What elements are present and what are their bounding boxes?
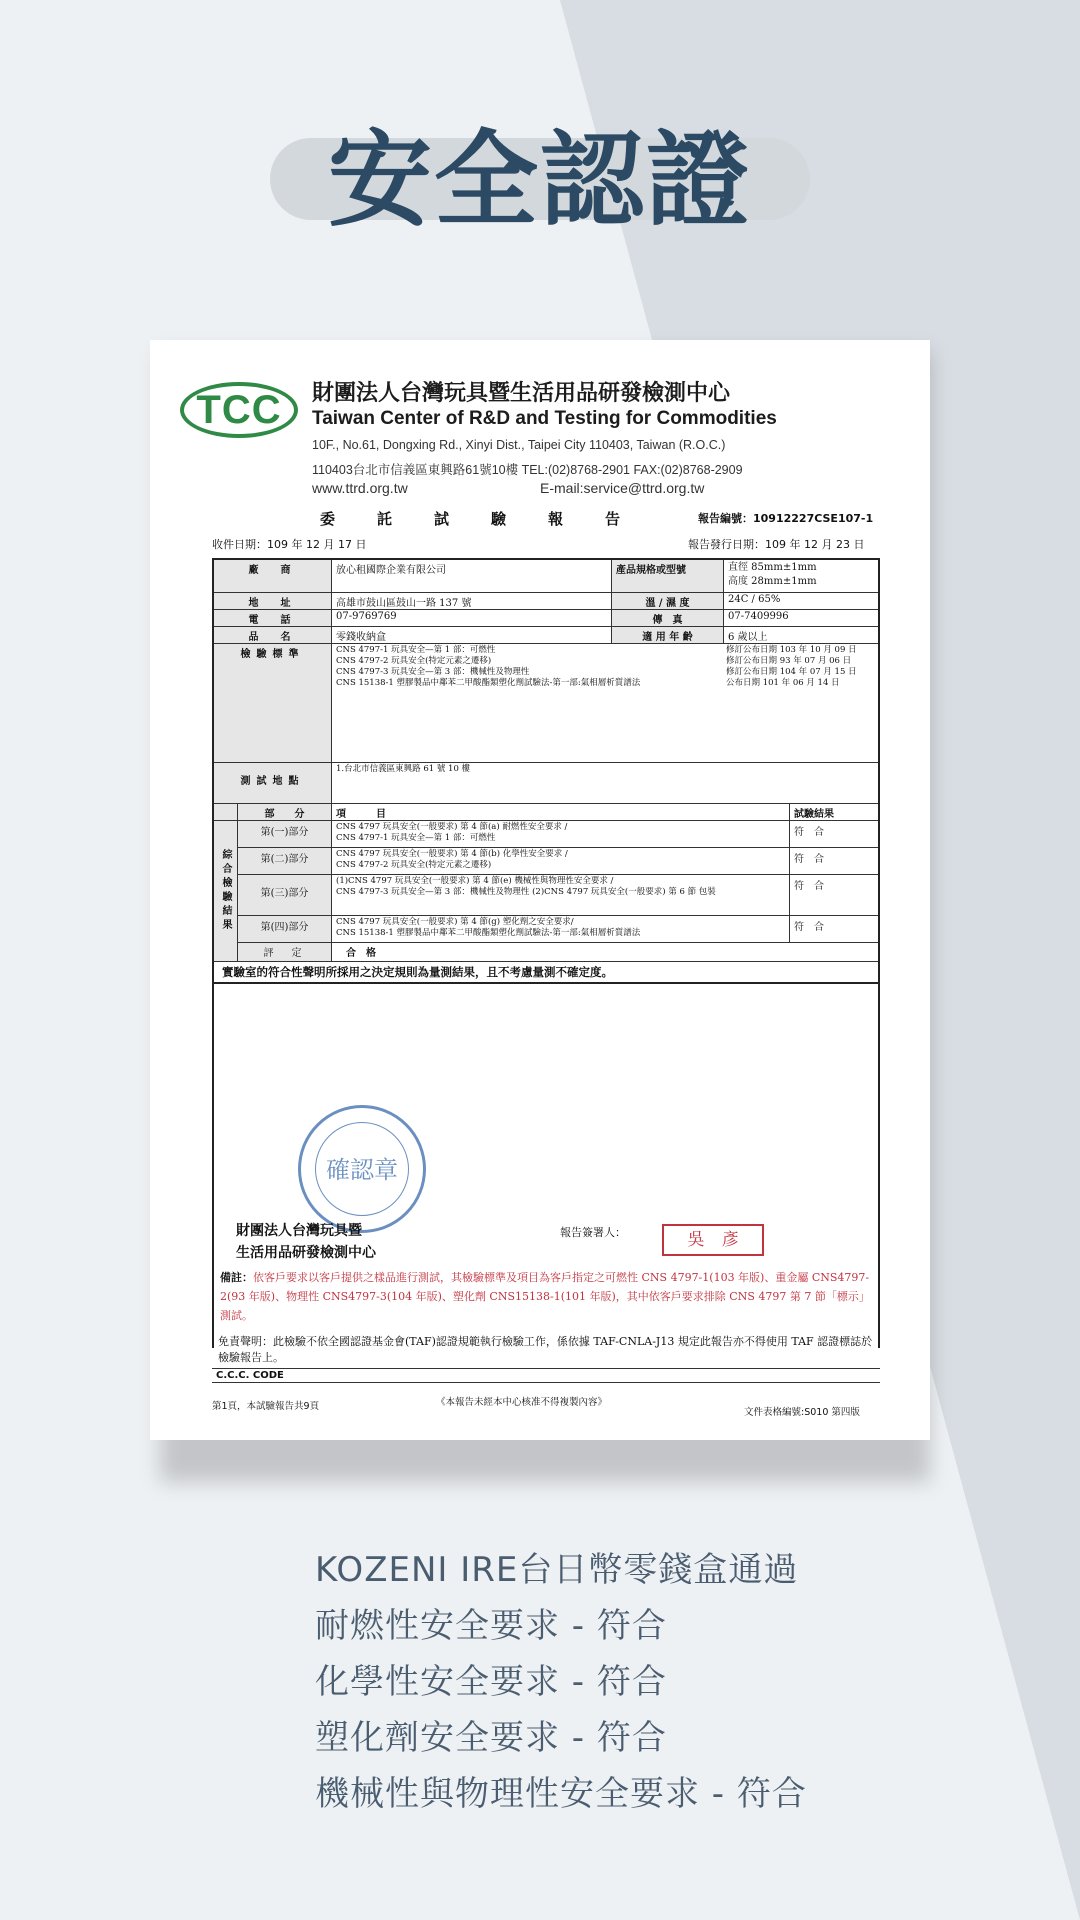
results-side-label: 綜合檢驗結果 bbox=[214, 821, 238, 961]
result-part: 第(四)部分 bbox=[238, 916, 332, 942]
result-line: CNS 15138-1 塑膠製品中鄰苯二甲酸酯類塑化劑試驗法-第一部:氣相層析質譜法 bbox=[336, 928, 641, 938]
fax-value: 07-7409996 bbox=[728, 611, 789, 622]
signing-org-line-2: 生活用品研發檢測中心 bbox=[236, 1245, 376, 1261]
certificate-document bbox=[150, 340, 930, 1440]
caption-line: 化學性安全要求 - 符合 bbox=[315, 1662, 667, 1702]
results-side-cell bbox=[214, 804, 238, 820]
age-label: 適 用 年 齡 bbox=[612, 627, 724, 643]
result-line: (1)CNS 4797 玩具安全(一般要求) 第 4 節(e) 機械性與物理性安全要求 / bbox=[336, 876, 614, 886]
signatory-label: 報告簽署人： bbox=[560, 1226, 626, 1239]
page-info: 第1頁，本試驗報告共9頁 bbox=[212, 1401, 320, 1412]
phone-label: 電 話 bbox=[214, 610, 332, 626]
location-value: 1.台北市信義區東興路 61 號 10 樓 bbox=[336, 764, 471, 774]
spec-value-2: 高度 28mm±1mm bbox=[728, 576, 817, 587]
verdict-label: 評 定 bbox=[238, 943, 332, 961]
report-title: 委託試驗報告 bbox=[320, 510, 663, 528]
standard-date: 修訂公布日期 104 年 07 月 15 日 bbox=[726, 667, 857, 677]
caption-line: 塑化劑安全要求 - 符合 bbox=[315, 1718, 667, 1758]
confirmation-seal bbox=[298, 1105, 426, 1233]
page-title-block bbox=[270, 120, 810, 240]
signing-org bbox=[236, 1220, 376, 1264]
ccc-code: C.C.C. CODE bbox=[212, 1368, 880, 1383]
report-table bbox=[212, 558, 880, 984]
form-number: 文件表格編號:S010 第四版 bbox=[744, 1407, 860, 1418]
standard-text: CNS 4797-2 玩具安全(特定元素之遷移) bbox=[336, 656, 492, 666]
decision-rule: 實驗室的符合性聲明所採用之決定規則為量測結果，且不考慮量測不確定度。 bbox=[222, 965, 613, 979]
address-label: 地 址 bbox=[214, 593, 332, 609]
signing-org-line-1: 財團法人台灣玩具暨 bbox=[236, 1223, 362, 1239]
result-line: CNS 4797-1 玩具安全—第 1 部：可燃性 bbox=[336, 833, 496, 843]
result-line: CNS 4797 玩具安全(一般要求) 第 4 節(b) 化學性安全要求 / bbox=[336, 849, 568, 859]
result-value: 符 合 bbox=[794, 881, 824, 892]
standard-date: 公布日期 101 年 06 月 14 日 bbox=[726, 678, 840, 688]
address-cn: 110403台北市信義區東興路61號10樓 TEL:(02)8768-2901 FAX:(02)8768-2909 bbox=[312, 463, 743, 477]
results-result-header: 試驗結果 bbox=[794, 809, 834, 820]
results-part-header: 部 分 bbox=[238, 804, 332, 820]
caption-line: 耐燃性安全要求 - 符合 bbox=[315, 1606, 667, 1646]
org-name-cn: 財團法人台灣玩具暨生活用品研發檢測中心 bbox=[312, 381, 731, 406]
page-title: 安全認證 bbox=[327, 119, 752, 241]
spec-label: 產品規格或型號 bbox=[612, 560, 724, 592]
standard-row bbox=[336, 678, 874, 689]
result-part: 第(三)部分 bbox=[238, 875, 332, 915]
location-label: 測試地點 bbox=[214, 763, 332, 803]
result-line: CNS 4797-2 玩具安全(特定元素之遷移) bbox=[336, 860, 492, 870]
standard-row bbox=[336, 656, 874, 667]
remarks-box bbox=[212, 1268, 880, 1334]
received-date: 收件日期：109 年 12 月 17 日 bbox=[212, 538, 367, 551]
verdict-value: 合 格 bbox=[346, 948, 376, 959]
result-part: 第(一)部分 bbox=[238, 821, 332, 847]
standard-date: 修訂公布日期 103 年 10 月 09 日 bbox=[726, 645, 857, 655]
temp-value: 24C / 65% bbox=[728, 594, 781, 605]
results-item-header: 項 目 bbox=[332, 804, 790, 820]
result-line: CNS 4797 玩具安全(一般要求) 第 4 節(g) 塑化劑之安全要求/ bbox=[336, 917, 574, 927]
standard-label: 檢驗標準 bbox=[214, 644, 332, 762]
product-value: 零錢收納盒 bbox=[332, 627, 612, 643]
seal-text: 確認章 bbox=[326, 1156, 398, 1184]
tcc-logo: TCC bbox=[180, 382, 298, 438]
standard-text: CNS 4797-1 玩具安全—第 1 部：可燃性 bbox=[336, 645, 496, 655]
phone-value: 07-9769769 bbox=[332, 610, 612, 626]
temp-label: 溫 / 濕 度 bbox=[612, 593, 724, 609]
standard-text: CNS 15138-1 塑膠製品中鄰苯二甲酸酯類塑化劑試驗法-第一部:氣相層析質譜法 bbox=[336, 678, 641, 688]
result-value: 符 合 bbox=[794, 827, 824, 838]
caption-line: KOZENI IRE台日幣零錢盒通過 bbox=[315, 1550, 799, 1590]
spec-value-1: 直徑 85mm±1mm bbox=[728, 562, 817, 573]
product-label: 品 名 bbox=[214, 627, 332, 643]
org-name-en: Taiwan Center of R&D and Testing for Commodities bbox=[312, 408, 777, 429]
result-line: CNS 4797-3 玩具安全—第 3 部：機械性及物理性 (2)CNS 4797 玩具安全(一般要求) 第 6 節 包裝 bbox=[336, 887, 716, 897]
remarks-text: 依客戶要求以客戶提供之樣品進行測試，其檢驗標準及項目為客戶指定之可燃性 CNS 4797-1(103 年版)、重金屬 CNS4797-2(93 年版)、物理性 CNS4797-3(104 年版)、塑化劑 CNS15138-1(101 年版)，其中依客戶要求排除 CNS 4797 第 7 節「標示」測試。 bbox=[220, 1271, 870, 1322]
address-value: 高雄市鼓山區鼓山一路 137 號 bbox=[332, 593, 612, 609]
email: E-mail:service@ttrd.org.tw bbox=[540, 480, 705, 496]
result-value: 符 合 bbox=[794, 922, 824, 933]
result-line: CNS 4797 玩具安全(一般要求) 第 4 節(a) 耐燃性安全要求 / bbox=[336, 822, 568, 832]
standard-row bbox=[336, 667, 874, 678]
address-en: 10F., No.61, Dongxing Rd., Xinyi Dist., Taipei City 110403, Taiwan (R.O.C.) bbox=[312, 438, 726, 452]
issue-date: 報告發行日期：109 年 12 月 23 日 bbox=[688, 538, 865, 551]
standard-text: CNS 4797-3 玩具安全—第 3 部：機械性及物理性 bbox=[336, 667, 530, 677]
remarks-label: 備註： bbox=[220, 1271, 253, 1284]
manufacturer-value: 放心租國際企業有限公司 bbox=[332, 560, 612, 592]
age-value: 6 歲以上 bbox=[728, 632, 768, 643]
website: www.ttrd.org.tw bbox=[312, 480, 408, 496]
fax-label: 傳 真 bbox=[612, 610, 724, 626]
no-copy-notice: 《本報告未經本中心核准不得複製內容》 bbox=[436, 1397, 608, 1408]
caption-line: 機械性與物理性安全要求 - 符合 bbox=[315, 1774, 807, 1814]
standard-row bbox=[336, 645, 874, 656]
manufacturer-label: 廠 商 bbox=[214, 560, 332, 592]
result-value: 符 合 bbox=[794, 854, 824, 865]
disclaimer: 免責聲明：此檢驗不依全國認證基金會(TAF)認證規範執行檢驗工作，係依據 TAF-CNLA-J13 規定此報告亦不得使用 TAF 認證標誌於檢驗報告上。 bbox=[218, 1335, 873, 1364]
report-number: 報告編號：10912227CSE107-1 bbox=[698, 512, 874, 525]
signatory-stamp: 吳 彥 bbox=[662, 1224, 764, 1256]
standard-date: 修訂公布日期 93 年 07 月 06 日 bbox=[726, 656, 852, 666]
result-part: 第(二)部分 bbox=[238, 848, 332, 874]
